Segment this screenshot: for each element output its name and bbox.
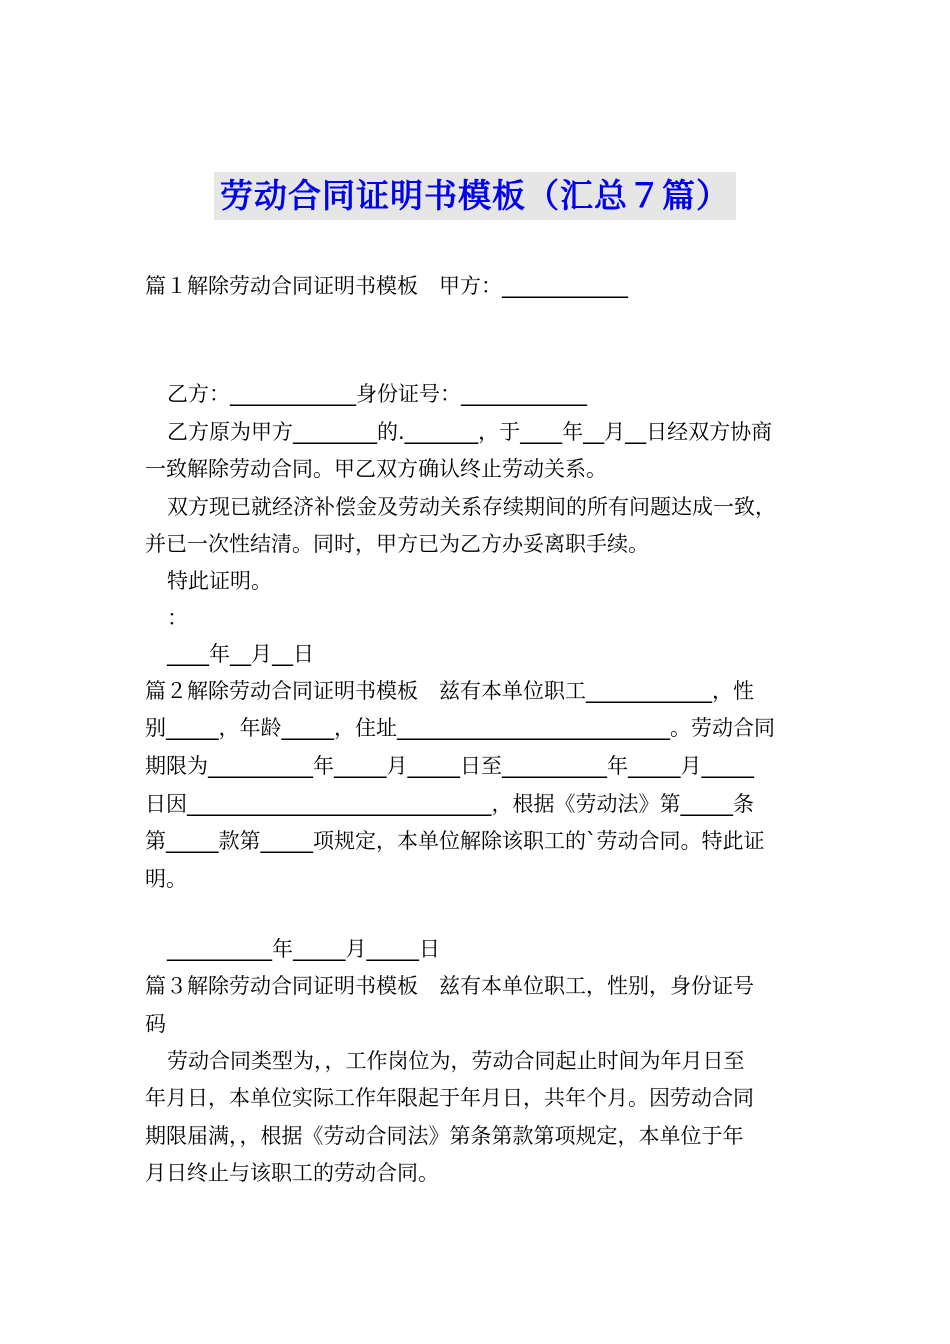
text-line: 日因_____________________________，根据《劳动法》第_____条 bbox=[145, 792, 754, 816]
text-line: 第_____款第_____项规定，本单位解除该职工的`劳动合同。特此证 bbox=[145, 829, 765, 853]
text-line: 篇１解除劳动合同证明书模板 甲方：____________ bbox=[145, 274, 628, 298]
text-line: 一致解除劳动合同。甲乙双方确认终止劳动关系。 bbox=[145, 457, 607, 481]
document-title: 劳动合同证明书模板（汇总７篇） bbox=[214, 172, 736, 220]
text-line: 年月日，本单位实际工作年限起于年月日，共年个月。因劳动合同 bbox=[145, 1086, 754, 1110]
text-line: 月日终止与该职工的劳动合同。 bbox=[145, 1161, 439, 1185]
text-line: 乙方原为甲方________的._______，于____年__月__日经双方协商 bbox=[167, 420, 773, 444]
text-line: 码 bbox=[145, 1012, 166, 1036]
text-line: 明。 bbox=[145, 867, 187, 891]
text-line: __________年_____月_____日 bbox=[167, 937, 440, 961]
text-line: 乙方：____________身份证号：____________ bbox=[167, 382, 587, 406]
text-line: ____年__月__日 bbox=[167, 642, 314, 666]
text-line: 双方现已就经济补偿金及劳动关系存续期间的所有问题达成一致， bbox=[167, 495, 776, 519]
text-line: 并已一次性结清。同时，甲方已为乙方办妥离职手续。 bbox=[145, 532, 649, 556]
text-line: 别_____，年龄_____，住址__________________________。劳动合同 bbox=[145, 716, 775, 740]
text-line: 期限为__________年_____月_____日至__________年_____月_____ bbox=[145, 754, 754, 778]
text-line: ： bbox=[167, 606, 188, 630]
text-line: 篇３解除劳动合同证明书模板 兹有本单位职工，性别，身份证号 bbox=[145, 974, 754, 998]
text-line: 劳动合同类型为，，工作岗位为，劳动合同起止时间为年月日至 bbox=[167, 1049, 745, 1073]
text-line: 篇２解除劳动合同证明书模板 兹有本单位职工____________，性 bbox=[145, 679, 754, 703]
text-line: 期限届满，，根据《劳动合同法》第条第款第项规定，本单位于年 bbox=[145, 1124, 744, 1148]
text-line: 特此证明。 bbox=[167, 569, 272, 593]
title-container bbox=[0, 172, 950, 220]
